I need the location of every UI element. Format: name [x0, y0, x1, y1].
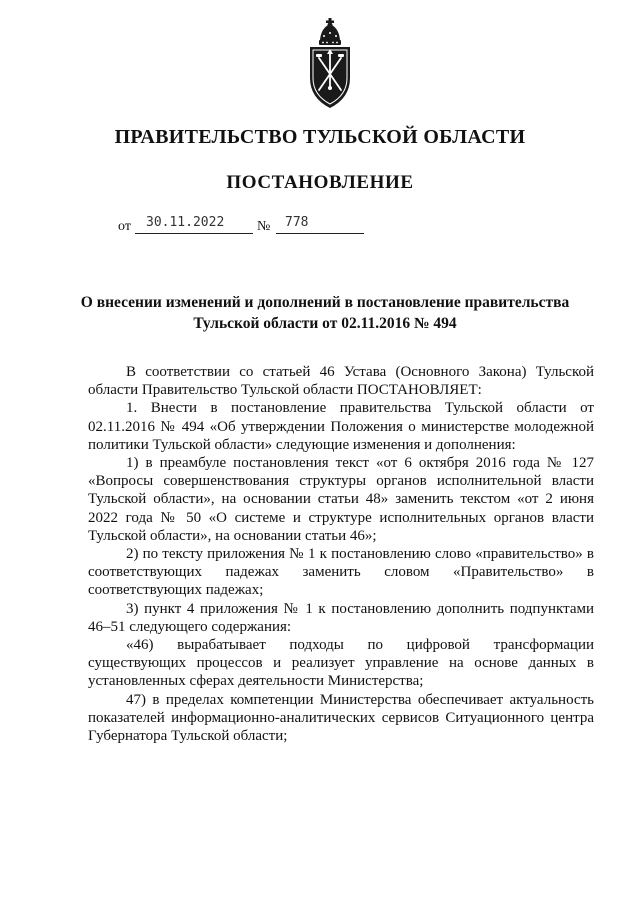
coat-of-arms-icon — [305, 16, 355, 112]
paragraph-subpoint-47: 47) в пределах компетенции Министерства обеспечивает актуальность показателей информационно-аналитических сервисов Ситуационного центра Губернатора Тульской области; — [88, 691, 594, 745]
number-label: № — [257, 219, 271, 234]
document-date: 30.11.2022 — [146, 215, 225, 230]
registration-line — [118, 215, 368, 237]
government-title: ПРАВИТЕЛЬСТВО ТУЛЬСКОЙ ОБЛАСТИ — [114, 126, 526, 148]
number-underline — [276, 233, 364, 234]
paragraph-subitem-3: 3) пункт 4 приложения № 1 к постановлению дополнить подпунктами 46–51 следующего содержания: — [88, 600, 594, 635]
document-subject: О внесении изменений и дополнений в постановление правительства Тульской области от 02.11.2016 № 494 — [80, 294, 570, 332]
date-underline — [135, 233, 253, 234]
paragraph-subitem-2: 2) по тексту приложения № 1 к постановлению слово «правительство» в соответствующих падежах заменить словом «Правительство» в соответствующих падежах; — [88, 546, 594, 599]
paragraph-subitem-1: 1) в преамбуле постановления текст «от 6 октября 2016 года № 127 «Вопросы совершенствования структуры органов исполнительной власти Тульской области», на основании статьи 48» заменить текстом «от 2 июня 2022 года № 50 «О системе и структуре исполнительных органов власти Тульской области», на основании статьи 46»; — [88, 455, 594, 544]
date-label: от — [118, 219, 131, 234]
paragraph-item-1: 1. Внести в постановление правительства Тульской области от 02.11.2016 № 494 «Об утверждении Положения о министерстве молодежной политики Тульской области» следующие изменения и дополнения: — [88, 400, 594, 453]
document-body — [88, 363, 594, 745]
preamble-paragraph: В соответствии со статьей 46 Устава (Основного Закона) Тульской области Правительство Тульской области ПОСТАНОВЛЯЕТ: — [88, 364, 594, 399]
document-type: ПОСТАНОВЛЕНИЕ — [226, 172, 414, 193]
paragraph-subpoint-46: «46) вырабатывает подходы по цифровой трансформации существующих процессов и реализует управление на основе данных в установленных сферах деятельности Министерства; — [88, 637, 594, 690]
document-number: 778 — [285, 215, 309, 230]
